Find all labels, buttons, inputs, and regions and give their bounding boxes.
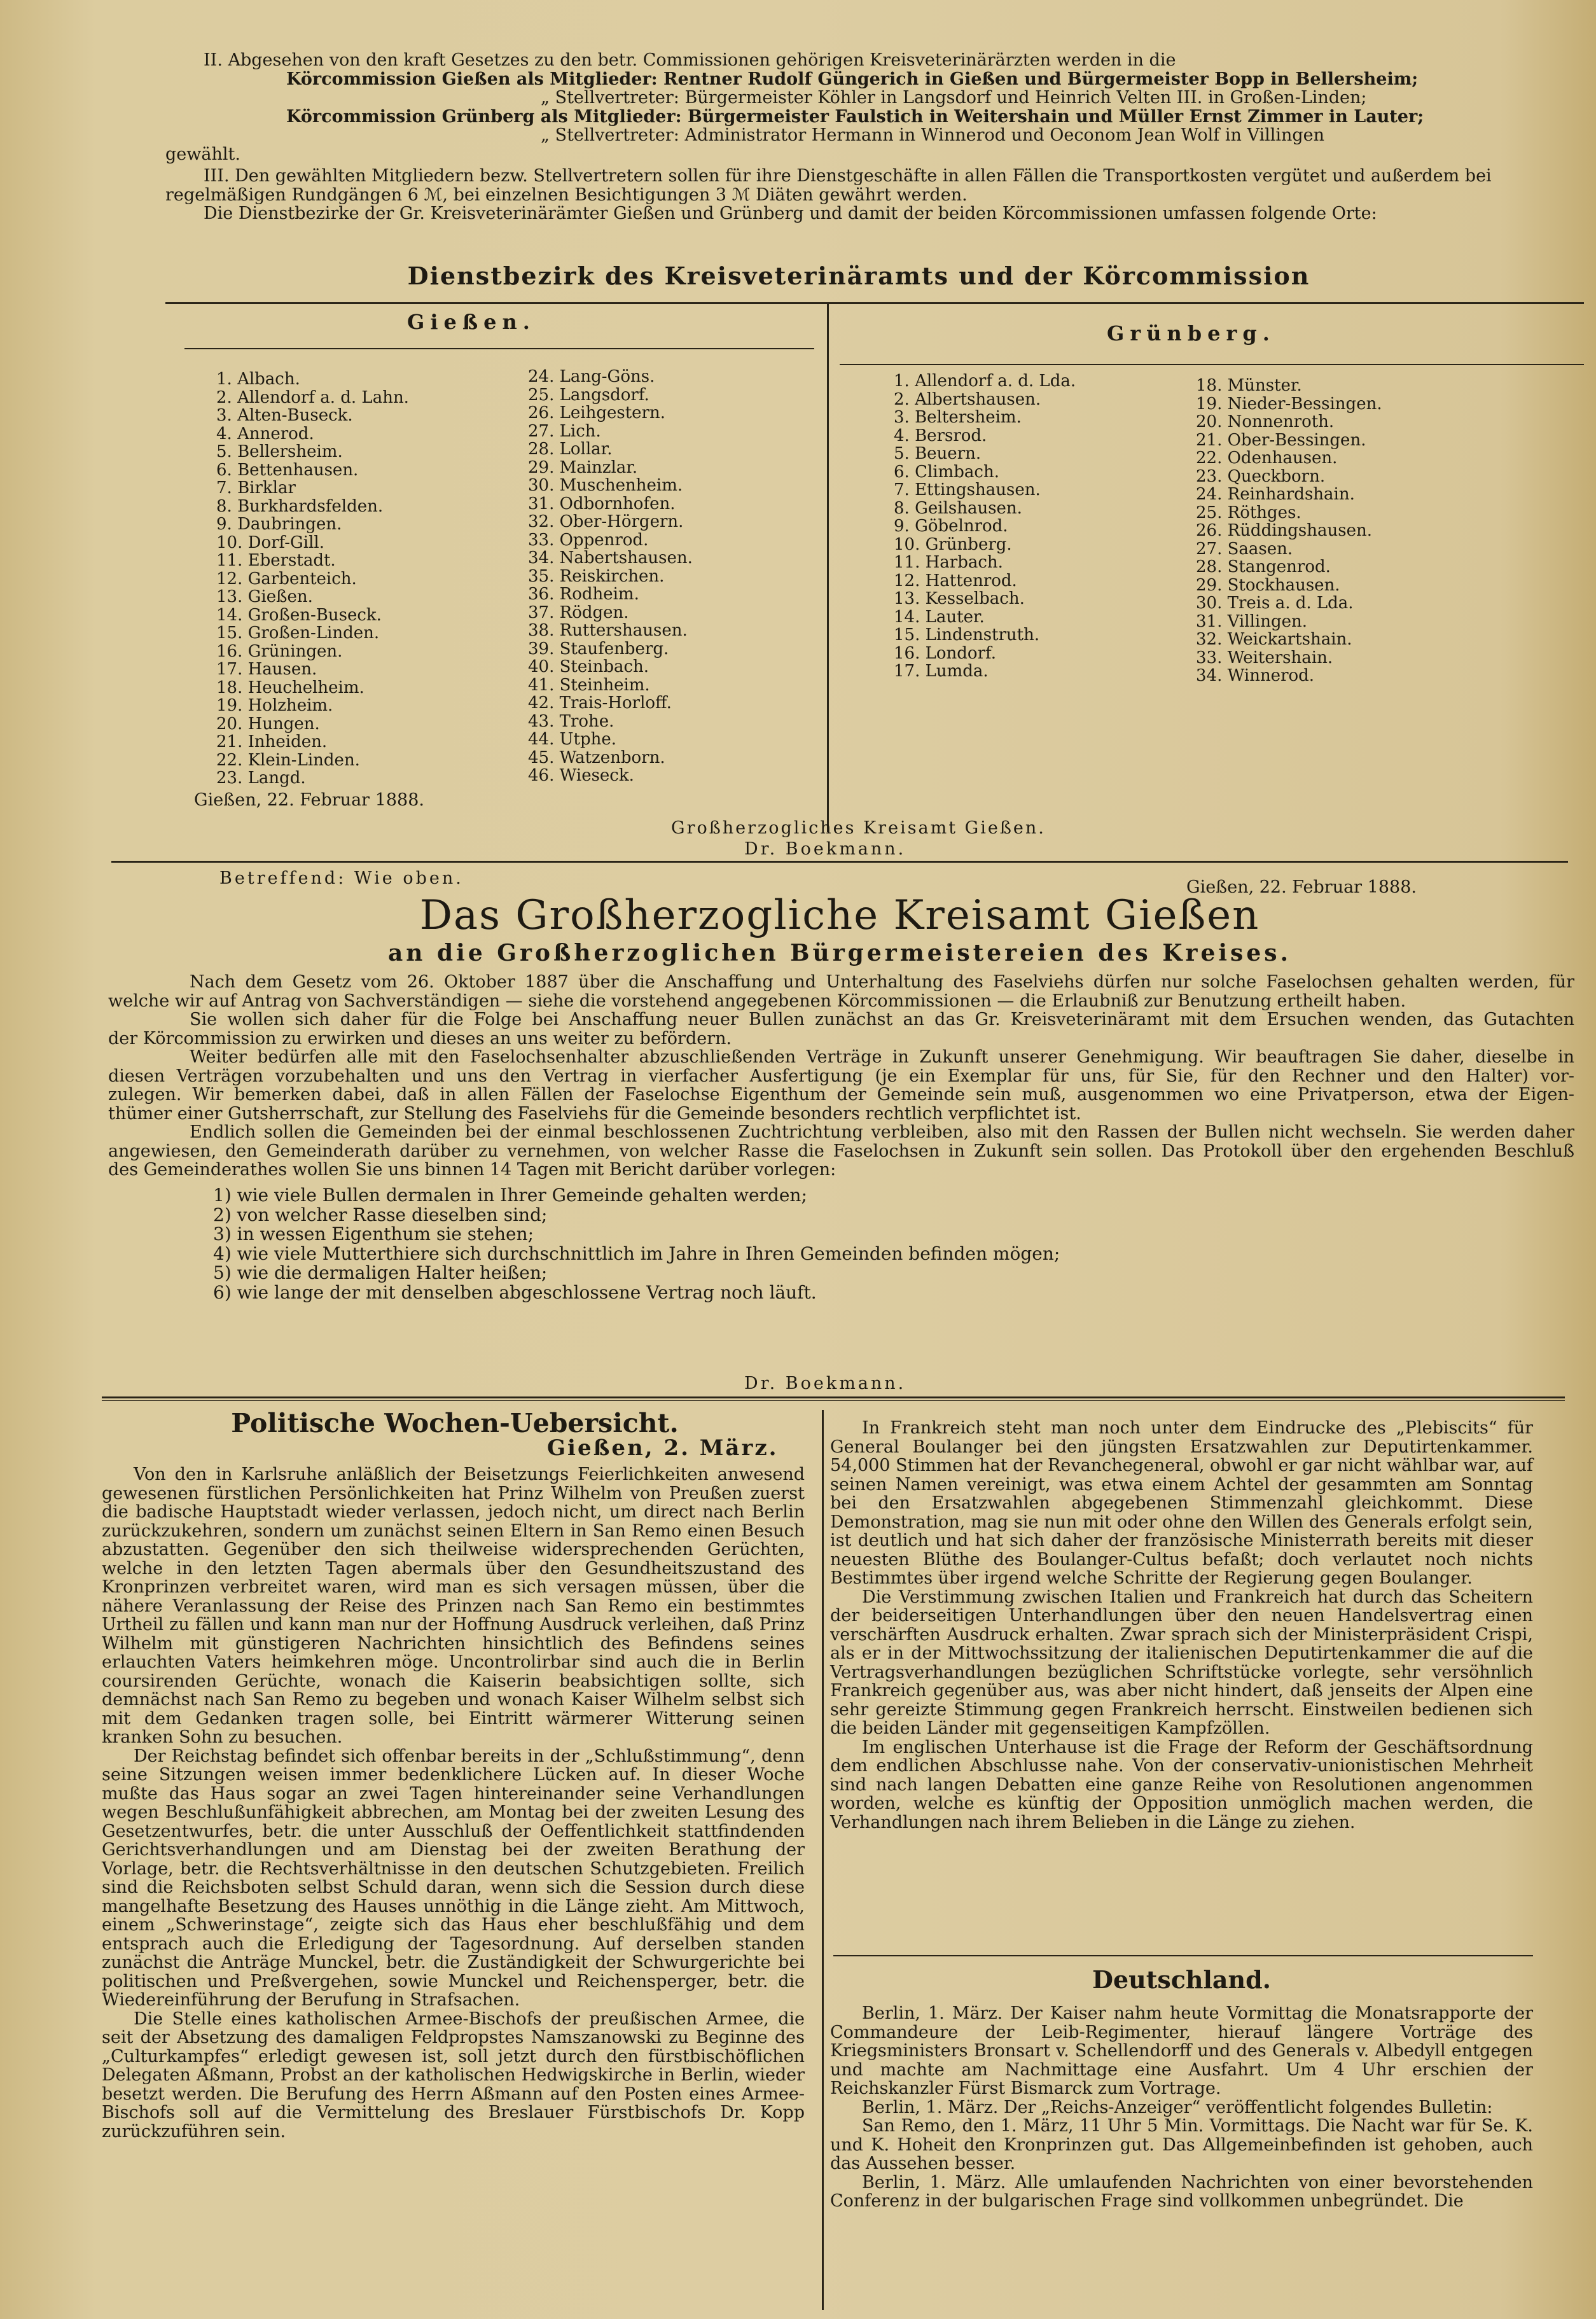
giessen-list-col1 [216,370,409,788]
news-paragraph: Im englischen Unterhause ist die Frage der Reform der Geschäftsordnung dem endlichen Abschlusse nahe. Von der conservativ-unionistischen Mehrheit sind nach langen Debatten eine ganze Reihe von Resolutionen angenommen worden, welche es künftig der Opposition unmöglich machen werden, die Verhandlungen nach ihrem Belieben in die Länge zu ziehen. [830,1737,1533,1832]
list-item: 36. Rodheim. [528,585,639,604]
district-table-title: Dienstbezirk des Kreisveterinäramts und der Körcommission [407,261,1310,290]
list-item: 29. Mainzlar. [528,457,638,477]
text-line: diesen Verträgen vorzubehalten und uns den Vertrag in vierfacher Ausfertigung (je ein Exemplar für uns, für Sie, für den Rechner und den Halter) vor- [108,1066,1574,1086]
notice1-authority: Großherzogliches Kreisamt Gießen. [671,818,1046,838]
text-line: welche wir auf Antrag von Sachverständigen — siehe die vorstehend angegebenen Körcommissionen — die Erlaubniß zur Benutzung ertheilt haben. [108,991,1406,1011]
list-item: 20. Hungen. [216,714,320,734]
list-item: 24. Reinhardshain. [1196,485,1355,504]
list-item: 33. Weitershain. [1196,648,1333,667]
list-item: 20. Nonnenroth. [1196,412,1335,431]
list-item: 31. Villingen. [1196,611,1307,631]
list-item: 4. Bersrod. [894,426,987,445]
notice2-body [108,973,1574,1180]
list-item: 1. Albach. [216,370,300,389]
list-item: 21. Ober-Bessingen. [1196,430,1366,450]
section-divider-2b [102,1400,1565,1401]
list-item: 6. Bettenhausen. [216,460,359,480]
notice2-items [213,1186,1060,1303]
list-item: 9. Daubringen. [216,515,342,534]
list-item: 37. Rödgen. [528,602,629,622]
list-item: 21. Inheiden. [216,732,328,751]
list-item: 30. Muschenheim. [528,476,683,495]
text-line: thümer einer Gutsherrschaft, zur Stellung des Faselviehs für die Gemeinde besonders rechtlich verpflichtet ist. [108,1103,1081,1124]
list-item: 12. Garbenteich. [216,569,357,588]
list-item: 13. Kesselbach. [894,589,1025,608]
list-item: 2. Albertshausen. [894,389,1041,409]
list-item: 3. Beltersheim. [894,408,1022,427]
gruenberg-list-col2 [1196,377,1382,685]
list-item: 16. Londorf. [894,643,996,663]
text-line: II. Abgesehen von den kraft Gesetzes zu den betr. Commissionen gehörigen Kreisveterinärärzten werden in die [204,50,1176,70]
text-line: Weiter bedürfen alle mit den Faselochsenhalter abzuschließenden Verträge in Zukunft unserer Genehmigung. Wir beauftragen Sie daher, dieselbe in [190,1047,1574,1067]
list-item: 14. Großen-Buseck. [216,605,382,625]
list-item: 3) in wessen Eigenthum sie stehen; [213,1223,534,1245]
news-paragraph: Die Verstimmung zwischen Italien und Frankreich hat durch das Scheitern der beiderseitigen Unterhandlungen über den neuen Handelsvertrag einen verschärften Ausdruck erhalten. Zwar sprach sich der Ministerpräsident Crispi, als er in der Mittwochssitzung der italienischen Deputirtenkammer die auf die Vertragsverhandlungen bezüglichen Schriftstücke vorlegte, sehr versöhnlich Frankreich gegenüber aus, was aber nicht hindert, daß jenseits der Alpen eine sehr gereizte Stimmung gegen Frankreich herrscht. Einstweilen bedienen sich die beiden Länder mit gegenseitigen Kampfzöllen. [830,1587,1533,1738]
text-line: Nach dem Gesetz vom 26. Oktober 1887 über die Anschaffung und Unterhaltung des Faselviehs dürfen nur solche Faselochsen gehalten werden, für [190,972,1574,992]
list-item: 46. Wieseck. [528,766,634,785]
list-item: 17. Lumda. [894,662,989,681]
list-item: 16. Grüningen. [216,641,343,661]
section-divider-1 [111,861,1568,863]
list-item: 35. Reiskirchen. [528,566,665,586]
list-item: 12. Hattenrod. [894,571,1017,590]
list-item: 27. Lich. [528,421,601,441]
gruenberg-list-col1 [894,372,1076,681]
list-item: 4. Annerod. [216,424,314,443]
germany-heading: Deutschland. [1092,1965,1271,1994]
list-item: 13. Gießen. [216,587,313,606]
list-item: 34. Winnerod. [1196,666,1315,685]
list-item: 19. Nieder-Bessingen. [1196,394,1382,414]
list-item: 15. Großen-Linden. [216,623,380,643]
list-item: 40. Steinbach. [528,657,649,676]
table-vertical-rule [827,304,829,832]
text-line: gewählt. [165,144,240,164]
list-item: 30. Treis a. d. Lda. [1196,594,1354,613]
giessen-list-col2 [528,368,693,785]
news-paragraph: Die Stelle eines katholischen Armee-Bischofs der preußischen Armee, die seit der Absetzung des damaligen Feldpropstes Namszanowski zu Beginne des „Culturkampfes“ erledigt gewesen ist, soll jetzt durch den fürstbischöflichen Delegaten Aßmann, Probst an der katholischen Hedwigskirche in Berlin, wieder besetzt werden. Die Berufung des Herrn Aßmann auf den Posten eines Armee-Bischofs soll auf die Vermittelung des Breslauer Fürstbischofs Dr. Kopp zurückzuführen sein. [102,2009,805,2141]
list-item: 25. Röthges. [1196,503,1301,522]
news-heading: Politische Wochen-Uebersicht. [231,1408,679,1438]
news-paragraph: Berlin, 1. März. Der „Reichs-Anzeiger“ veröffentlicht folgendes Bulletin: [862,2097,1493,2117]
list-item: 8. Geilshausen. [894,498,1022,518]
list-item: 7. Ettingshausen. [894,480,1041,499]
list-item: 32. Weickartshain. [1196,630,1352,649]
list-item: 4) wie viele Mutterthiere sich durchschnittlich im Jahre in Ihren Gemeinden befinden mögen; [213,1243,1060,1264]
list-item: 23. Queckborn. [1196,466,1326,486]
text-line: zulegen. Wir bemerken dabei, daß in allen Fällen der Faselochse Eigenthum der Gemeinde sein muß, ausgenommen wo eine Privatperson, etwa der Eigen- [108,1085,1574,1104]
giessen-header: Gießen. [407,310,536,334]
list-item: 28. Stangenrod. [1196,557,1331,576]
list-item: 25. Langsdorf. [528,385,649,405]
column-divider [822,1410,824,2310]
text-line: der Körcommission zu erwirken und dieses an uns weiter zu befördern. [108,1028,732,1048]
notice1-para-ii [165,50,1546,164]
table-header-rule-right [840,364,1584,365]
list-item: 42. Trais-Horloff. [528,693,672,713]
list-item: 11. Eberstadt. [216,551,336,570]
section-divider-2 [102,1396,1565,1398]
list-item: 6) wie lange der mit denselben abgeschlossene Vertrag noch läuft. [213,1281,817,1303]
list-item: 7. Birklar [216,478,296,498]
news-paragraph: Berlin, 1. März. Alle umlaufenden Nachrichten von einer bevorstehenden Conferenz in der bulgarischen Frage sind vollkommen unbegründet. Die [830,2172,1533,2211]
text-line: angewiesen, den Gemeinderath darüber zu vernehmen, von welcher Rasse die Faselochsen in Zukunft sein sollen. Das Protokoll über den ergehenden Beschluß [108,1141,1574,1161]
list-item: 39. Staufenberg. [528,639,669,658]
gruenberg-header: Grünberg. [1107,321,1275,345]
list-item: 45. Watzenborn. [528,748,665,767]
text-line: des Gemeinderathes wollen Sie uns binnen 14 Tagen mit Bericht darüber vorlegen: [108,1160,836,1180]
list-item: 5. Beuern. [894,444,982,463]
text-line: III. Den gewählten Mitgliedern bezw. Stellvertretern sollen für ihre Dienstgeschäfte in allen Fällen die Transportkosten vergütet und außerdem bei [204,166,1492,186]
text-line: regelmäßigen Rundgängen 6 ℳ, bei einzelnen Besichtigungen 3 ℳ Diäten gewährt werden. [165,185,968,205]
list-item: 9. Göbelnrod. [894,517,1008,536]
list-item: 6. Climbach. [894,462,999,482]
list-item: 32. Ober-Hörgern. [528,512,684,531]
text-line: Die Dienstbezirke der Gr. Kreisveterinärämter Gießen und Grünberg und damit der beiden Körcommissionen umfassen folgende Orte: [204,204,1377,223]
table-top-rule [165,302,1584,304]
news-right-column [830,1419,1533,1832]
list-item: 22. Klein-Linden. [216,750,360,770]
notice1-signature: Dr. Boekmann. [744,839,906,859]
news-paragraph: Berlin, 1. März. Der Kaiser nahm heute Vormittag die Monatsrapporte der Commandeure der Leib-Regimenter, hierauf längere Vorträge des Kriegsministers Bronsart v. Schellendorff und des Generals v. Albedyll entgegen und machte am Nachmittage eine Ausfahrt. Um 4 Uhr erschien der Reichskanzler Fürst Bismarck zum Vortrage. [830,2003,1533,2098]
text-line: Körcommission Grünberg als Mitglieder: Bürgermeister Faulstich in Weitershain und Müller Ernst Zimmer in Lauter; [286,106,1424,127]
list-item: 41. Steinheim. [528,675,650,695]
list-item: 8. Burkhardsfelden. [216,496,384,516]
news-paragraph: San Remo, den 1. März, 11 Uhr 5 Min. Vormittags. Die Nacht war für Se. K. und K. Hoheit den Kronprinzen gut. Das Allgemeinbefinden ist gehoben, auch das Aussehen besser. [830,2116,1533,2173]
notice1-place-date: Gießen, 22. Februar 1888. [194,790,424,810]
list-item: 23. Langd. [216,769,306,788]
notice2-betreffend: Betreffend: Wie oben. [219,868,464,888]
list-item: 18. Münster. [1196,376,1302,395]
list-item: 10. Dorf-Gill. [216,533,325,552]
notice2-signature: Dr. Boekmann. [744,1374,906,1393]
list-item: 3. Alten-Buseck. [216,406,353,425]
news-dateline: Gießen, 2. März. [547,1435,779,1461]
news-paragraph: Von den in Karlsruhe anläßlich der Beisetzungs Feierlichkeiten anwesend gewesenen fürstlichen Persönlichkeiten hat Prinz Wilhelm von Preußen zuerst die badische Hauptstadt wieder verlassen, jedoch nicht, um direct nach Berlin zurückzukehren, sondern um zunächst seinen Eltern in San Remo einen Besuch abzustatten. Gegenüber den sich theilweise widersprechenden Gerüchten, welche in den letzten Tagen abermals über den Gesundheitszustand des Kronprinzen verbreitet waren, wird man es sich versagen müssen, über die nähere Veranlassung der Reise des Prinzen nach San Remo ein bestimmtes Urtheil zu fällen und kann man nur der Hoffnung Ausdruck verleihen, daß Prinz Wilhelm mit günstigeren Nachrichten hinsichtlich des Befindens seines erlauchten Vaters heimkehren möge. Uncontrolirbar sind auch die in Berlin coursirenden Gerüchte, wonach die Kaiserin beabsichtigen sollte, sich demnächst nach San Remo zu begeben und wonach Kaiser Wilhelm selbst sich mit dem Gedanken tragen solle, bei Eintritt wärmerer Witterung seinen kranken Sohn zu besuchen. [102,1465,805,1747]
list-item: 44. Utphe. [528,730,617,749]
list-item: 15. Lindenstruth. [894,625,1040,644]
germany-column [830,2004,1533,2211]
text-line: „ Stellvertreter: Administrator Hermann in Winnerod und Oeconom Jean Wolf in Villingen [541,125,1325,145]
list-item: 14. Lauter. [894,607,985,627]
list-item: 24. Lang-Göns. [528,367,655,386]
list-item: 17. Hausen. [216,660,317,679]
list-item: 5) wie die dermaligen Halter heißen; [213,1262,548,1284]
list-item: 33. Oppenrod. [528,530,649,550]
list-item: 18. Heuchelheim. [216,678,364,697]
list-item: 1) wie viele Bullen dermalen in Ihrer Gemeinde gehalten werden; [213,1185,807,1206]
notice2-title: Das Großherzogliche Kreisamt Gießen [419,892,1260,939]
list-item: 2. Allendorf a. d. Lahn. [216,387,409,407]
notice1-para-iii [165,167,1552,223]
germany-divider [833,1955,1533,1956]
list-item: 11. Harbach. [894,553,1003,572]
list-item: 29. Stockhausen. [1196,575,1340,595]
list-item: 26. Leihgestern. [528,403,665,422]
text-line: Sie wollen sich daher für die Folge bei Anschaffung neuer Bullen zunächst an das Gr. Kreisveterinäramt mit dem Ersuchen wenden, das Gutachten [190,1010,1574,1029]
text-line: Endlich sollen die Gemeinden bei der einmal beschlossenen Zuchtrichtung verbleiben, also mit den Rassen der Bullen nicht wechseln. Sie werden daher [190,1122,1574,1142]
news-paragraph: In Frankreich steht man noch unter dem Eindrucke des „Plebiscits“ für General Boulanger bei den jüngsten Ersatzwahlen zur Deputirtenkammer. 54,000 Stimmen hat der Revanchegeneral, obwohl er gar nicht wählbar war, auf seinen Namen vereinigt, was etwa einem Achtel der gesammten am Sonntag bei den Ersatzwahlen abgegebenen Stimmenzahl gleichkommt. Diese Demonstration, mag sie nun mit oder ohne den Willen des Generals erfolgt sein, ist deutlich und hat sich daher der französische Ministerrath bereits mit dieser neuesten Blüthe des Boulanger-Cultus befaßt; doch verlautet noch nichts Bestimmtes über irgend welche Schritte der Regierung gegen Boulanger. [830,1418,1533,1588]
list-item: 28. Lollar. [528,440,613,459]
list-item: 1. Allendorf a. d. Lda. [894,372,1076,391]
text-line: „ Stellvertreter: Bürgermeister Köhler in Langsdorf und Heinrich Velten III. in Großen-Linden; [541,88,1367,108]
news-left-column [102,1465,805,2141]
notice2-subtitle: an die Großherzoglichen Bürgermeistereien des Kreises. [387,940,1292,966]
list-item: 22. Odenhausen. [1196,449,1338,468]
text-line: Körcommission Gießen als Mitglieder: Rentner Rudolf Güngerich in Gießen und Bürgermeister Bopp in Bellersheim; [286,69,1419,89]
list-item: 10. Grünberg. [894,534,1012,554]
table-header-rule-left [184,348,814,349]
list-item: 2) von welcher Rasse dieselben sind; [213,1204,548,1225]
list-item: 19. Holzheim. [216,696,333,715]
list-item: 27. Saasen. [1196,539,1293,559]
list-item: 38. Ruttershausen. [528,621,688,640]
list-item: 43. Trohe. [528,711,614,731]
list-item: 31. Odbornhofen. [528,494,676,513]
list-item: 34. Nabertshausen. [528,548,693,568]
news-paragraph: Der Reichstag befindet sich offenbar bereits in der „Schlußstimmung“, denn seine Sitzungen weisen immer bedenklichere Lücken auf. In dieser Woche mußte das Haus sogar an zwei Tagen hintereinander seine Verhandlungen wegen Beschlußunfähigkeit abbrechen, am Montag bei der zweiten Lesung des Gesetzentwurfes, betr. die unter Ausschluß der Oeffentlichkeit stattfindenden Gerichtsverhandlungen und am Dienstag bei der zweiten Berathung der Vorlage, betr. die Rechtsverhältnisse in den deutschen Schutzgebieten. Freilich sind die Reichsboten selbst Schuld daran, wenn sich die Session durch diese mangelhafte Besetzung des Hauses unnöthig in die Länge zieht. Am Mittwoch, einem „Schwerinstage“, zeigte sich das Haus eher beschlußfähig und dem entsprach auch die Erledigung der Tagesordnung. Auf derselben standen zunächst die Anträge Munckel, betr. die Zuständigkeit der Schwurgerichte bei politischen und Preßvergehen, sowie Munckel und Reichensperger, betr. die Wiedereinführung der Berufung in Strafsachen. [102,1746,805,2010]
list-item: 26. Rüddingshausen. [1196,521,1372,540]
list-item: 5. Bellersheim. [216,442,343,461]
notice2-place-date: Gießen, 22. Februar 1888. [1186,877,1417,897]
